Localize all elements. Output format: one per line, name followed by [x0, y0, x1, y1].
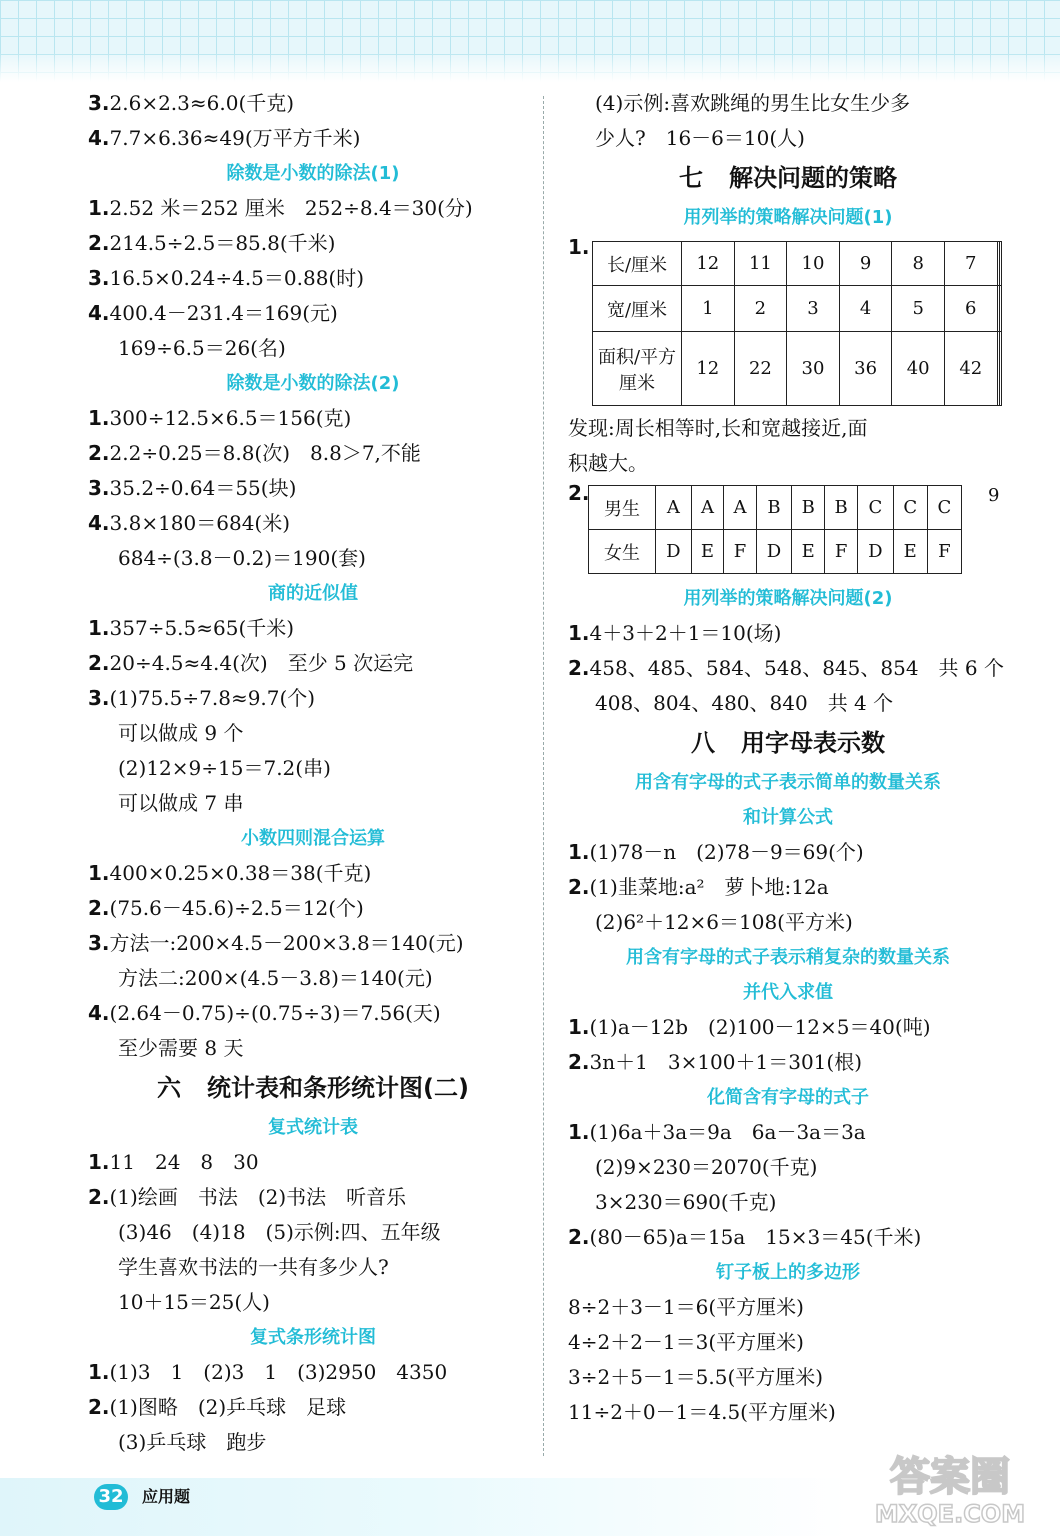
answer-line: 4÷2＋2－1＝3(平方厘米): [568, 1330, 804, 1354]
answer-line: (2)12×9÷15＝7.2(串): [118, 756, 331, 780]
section-heading: 并代入求值: [743, 982, 833, 1003]
table-cell: B: [825, 486, 858, 530]
table-cell: 12: [682, 242, 735, 286]
question-number: 2.: [88, 1185, 110, 1209]
table-cell: E: [893, 530, 927, 574]
section-heading: 用含有字母的式子表示简单的数量关系: [635, 772, 941, 793]
answer-text: (80－65)a＝15a 15×3＝45(千米): [589, 1225, 922, 1249]
table-cell: 3: [787, 286, 840, 332]
answer-line: 至少需要 8 天: [118, 1036, 244, 1060]
table-cell: F: [927, 530, 961, 574]
answer-line: [88, 646, 538, 681]
question-number: 3.: [88, 476, 110, 500]
column-divider: [543, 96, 544, 1456]
table-cell: 2: [734, 286, 787, 332]
section-heading: 除数是小数的除法(2): [226, 373, 400, 394]
answer-line: (4)示例:喜欢跳绳的男生比女生少多: [595, 91, 911, 115]
answer-line: (2)6²＋12×6＝108(平方米): [595, 910, 853, 934]
answer-text: (1)6a＋3a＝9a 6a－3a＝3a: [589, 1120, 866, 1144]
answer-line: 3×230＝690(千克): [595, 1190, 777, 1214]
answer-text: 357÷5.5≈65(千米): [109, 616, 295, 640]
table-cell: B: [756, 486, 792, 530]
question-number: 2.: [88, 1395, 110, 1419]
answer-line: 少人? 16－6＝10(人): [595, 126, 805, 150]
question-number: 4.: [88, 126, 110, 150]
table-row: [589, 486, 962, 530]
answer-line: 方法二:200×(4.5－3.8)＝140(元): [118, 966, 433, 990]
answer-line: 10＋15＝25(人): [118, 1290, 270, 1314]
table-cell: 30: [787, 332, 840, 406]
table-row: [593, 332, 1002, 406]
chapter-title: [88, 1066, 538, 1110]
answer-text: (1)a－12b (2)100－12×5＝40(吨): [589, 1015, 931, 1039]
answer-text: 11 24 8 30: [109, 1150, 259, 1174]
table-cell: 10: [787, 242, 840, 286]
answer-line: [88, 996, 538, 1031]
chapter-number: 六: [157, 1074, 182, 1102]
chapter-name: 用字母表示数: [741, 729, 885, 757]
question-number: 2.: [88, 651, 110, 675]
answer-text: (1)3 1 (2)3 1 (3)2950 4350: [109, 1360, 448, 1384]
question-number: 4.: [88, 301, 110, 325]
answer-line: [568, 1045, 1008, 1080]
section-heading: 用含有字母的式子表示稍复杂的数量关系: [626, 947, 950, 968]
table-cell: [999, 286, 1001, 332]
section-heading: 复式统计表: [268, 1117, 358, 1138]
question-number: 3.: [88, 266, 110, 290]
section-heading: 除数是小数的除法(1): [226, 163, 400, 184]
table-cell: [999, 242, 1001, 286]
question-number: 2.: [568, 1050, 590, 1074]
question-number: 1.: [568, 1015, 590, 1039]
watermark-text: 答案圈: [890, 1454, 1010, 1500]
answer-text: 7.7×6.36≈49(万平方千米): [109, 126, 361, 150]
table-cell: C: [927, 486, 961, 530]
question-number: 1.: [88, 1150, 110, 1174]
answer-line: (2)9×230＝2070(千克): [595, 1155, 818, 1179]
answer-line: 11÷2＋0－1＝4.5(平方厘米): [568, 1400, 836, 1424]
answer-line: (3)46 (4)18 (5)示例:四、五年级: [118, 1220, 441, 1244]
table-cell: 22: [734, 332, 787, 406]
answer-text: (1)75.5÷7.8≈9.7(个): [109, 686, 316, 710]
section-heading: 小数四则混合运算: [241, 828, 385, 849]
answer-line: [568, 1220, 1008, 1255]
answer-line: 684÷(3.8－0.2)＝190(套): [118, 546, 366, 570]
answer-line: 可以做成 7 串: [118, 791, 244, 815]
answer-line: (3)乒乓球 跑步: [118, 1430, 267, 1454]
answer-line: [568, 616, 1008, 651]
answer-text: 400×0.25×0.38＝38(千克): [109, 861, 372, 885]
table-cell: 8: [892, 242, 945, 286]
side-note: 9: [988, 485, 1000, 506]
answer-text: (1)韭菜地:a² 萝卜地:12a: [589, 875, 829, 899]
table-cell: E: [691, 530, 724, 574]
answer-text: (1)绘画 书法 (2)书法 听音乐: [109, 1185, 407, 1209]
question-number: 1.: [568, 235, 590, 259]
chapter-title: [568, 156, 1008, 200]
table-cell: F: [825, 530, 858, 574]
question-number: 2.: [568, 1225, 590, 1249]
table-row: [593, 286, 1002, 332]
answer-line: 8÷2＋3－1＝6(平方厘米): [568, 1295, 804, 1319]
table-cell: 9: [839, 242, 892, 286]
table-row: [589, 530, 962, 574]
question-number: 1.: [568, 1120, 590, 1144]
table-cell: D: [656, 530, 692, 574]
answer-line: [568, 651, 1008, 686]
question-number: 2.: [88, 441, 110, 465]
answer-text: 方法一:200×4.5－200×3.8＝140(元): [109, 931, 464, 955]
answer-line: [568, 1115, 1008, 1150]
answer-text: 20÷4.5≈4.4(次) 至少 5 次运完: [109, 651, 414, 675]
answer-line: [88, 1355, 538, 1390]
section-heading: 用列举的策略解决问题(1): [683, 207, 893, 228]
answer-line: [88, 506, 538, 541]
answer-line: 169÷6.5＝26(名): [118, 336, 286, 360]
chapter-name: 解决问题的策略: [729, 164, 897, 192]
table-row: [593, 242, 1002, 286]
answer-text: 300÷12.5×6.5＝156(克): [109, 406, 352, 430]
section-heading: 复式条形统计图: [250, 1327, 376, 1348]
answer-text: (1)图略 (2)乒乓球 足球: [109, 1395, 347, 1419]
row-header: 面积/平方厘米: [593, 332, 682, 406]
question-number: 4.: [88, 511, 110, 535]
answer-line: [568, 870, 1008, 905]
answer-text: 458、485、584、548、845、854 共 6 个: [589, 656, 1004, 680]
answer-text: (2.64－0.75)÷(0.75÷3)＝7.56(天): [109, 1001, 441, 1025]
question-number: 1.: [88, 616, 110, 640]
left-column: [88, 86, 538, 1460]
answer-line: [88, 681, 538, 716]
question-number: 3.: [88, 91, 110, 115]
question-number: 3.: [88, 931, 110, 955]
page-number: 32: [94, 1484, 128, 1510]
table-cell: 4: [839, 286, 892, 332]
question-number: 1.: [568, 840, 590, 864]
answer-text: 16.5×0.24÷4.5＝0.88(时): [109, 266, 365, 290]
row-header: 宽/厘米: [593, 286, 682, 332]
question-number: 3.: [88, 686, 110, 710]
chapter-number: 八: [691, 729, 715, 757]
table-cell: B: [792, 486, 825, 530]
section-heading: 和计算公式: [743, 807, 833, 828]
answer-line: [88, 1180, 538, 1215]
table-cell: A: [691, 486, 724, 530]
chapter-name: 统计表和条形统计图(二): [207, 1074, 469, 1102]
table-cell: D: [858, 530, 894, 574]
answer-line: [88, 471, 538, 506]
section-heading: 钉子板上的多边形: [716, 1262, 860, 1283]
answer-line: [88, 856, 538, 891]
table-cell: 12: [682, 332, 735, 406]
question-number: 2.: [568, 481, 590, 505]
answer-line: [568, 1010, 1008, 1045]
answer-line: [88, 401, 538, 436]
question-number: 2.: [88, 896, 110, 920]
question-number: 1.: [88, 196, 110, 220]
table-cell: 6: [944, 286, 997, 332]
chapter-number: 七: [679, 164, 703, 192]
answer-text: 4＋3＋2＋1＝10(场): [589, 621, 782, 645]
row-header: 男生: [589, 486, 656, 530]
table-strategy-2: [568, 481, 1008, 581]
question-number: 1.: [88, 406, 110, 430]
chapter-title: [568, 721, 1008, 765]
header-grid-band: [0, 0, 1060, 82]
answer-line: [88, 226, 538, 261]
table-cell: 7: [944, 242, 997, 286]
answer-text: 2.6×2.3≈6.0(千克): [109, 91, 295, 115]
answer-line: 3÷2＋5－1＝5.5(平方厘米): [568, 1365, 824, 1389]
question-number: 1.: [568, 621, 590, 645]
watermark-logo: [860, 1440, 1040, 1530]
answer-line: [88, 121, 538, 156]
table-cell: A: [724, 486, 756, 530]
answer-text: (1)78－n (2)78－9＝69(个): [589, 840, 864, 864]
answer-line: [88, 1390, 538, 1425]
table-cell: [999, 332, 1001, 406]
table-cell: 5: [892, 286, 945, 332]
question-number: 1.: [88, 861, 110, 885]
answer-line: 积越大。: [568, 451, 648, 475]
table-cell: 42: [944, 332, 997, 406]
table-cell: 36: [839, 332, 892, 406]
page-label: 应用题: [142, 1487, 191, 1506]
answer-text: 35.2÷0.64＝55(块): [109, 476, 297, 500]
table-cell: 1: [682, 286, 735, 332]
question-number: 1.: [88, 1360, 110, 1384]
section-heading: 商的近似值: [268, 583, 358, 604]
watermark-url: MXQE.COM: [874, 1500, 1026, 1528]
answer-text: 400.4－231.4＝169(元): [109, 301, 338, 325]
answer-text: 2.52 米＝252 厘米 252÷8.4＝30(分): [109, 196, 473, 220]
answer-line: [88, 1145, 538, 1180]
answer-line: 408、804、480、840 共 4 个: [595, 691, 894, 715]
question-number: 2.: [88, 231, 110, 255]
answer-line: 学生喜欢书法的一共有多少人?: [118, 1255, 389, 1279]
section-heading: 用列举的策略解决问题(2): [683, 588, 893, 609]
answer-line: [88, 926, 538, 961]
answer-line: [88, 261, 538, 296]
answer-line: 发现:周长相等时,长和宽越接近,面: [568, 416, 868, 440]
question-number: 2.: [568, 656, 590, 680]
answer-text: 3.8×180＝684(米): [109, 511, 291, 535]
table-strategy-1: [568, 235, 1008, 411]
question-number: 2.: [568, 875, 590, 899]
answer-text: 214.5÷2.5＝85.8(千米): [109, 231, 336, 255]
row-header: 女生: [589, 530, 656, 574]
table-cell: A: [656, 486, 692, 530]
question-number: 4.: [88, 1001, 110, 1025]
table-cell: 40: [892, 332, 945, 406]
right-column: [568, 86, 1008, 1430]
answer-line: [88, 436, 538, 471]
answer-line: [88, 86, 538, 121]
answer-line: [568, 835, 1008, 870]
table-cell: E: [792, 530, 825, 574]
row-header: 长/厘米: [593, 242, 682, 286]
table-cell: D: [756, 530, 792, 574]
answer-line: [88, 296, 538, 331]
answer-text: (75.6－45.6)÷2.5＝12(个): [109, 896, 364, 920]
answer-line: [88, 191, 538, 226]
answer-text: 3n＋1 3×100＋1＝301(根): [589, 1050, 863, 1074]
table-cell: F: [724, 530, 756, 574]
answer-line: 可以做成 9 个: [118, 721, 244, 745]
answer-text: 2.2÷0.25＝8.8(次) 8.8＞7,不能: [109, 441, 421, 465]
table-cell: 11: [734, 242, 787, 286]
table-cell: C: [893, 486, 927, 530]
answer-line: [88, 891, 538, 926]
table-cell: C: [858, 486, 894, 530]
section-heading: 化简含有字母的式子: [707, 1087, 869, 1108]
answer-line: [88, 611, 538, 646]
